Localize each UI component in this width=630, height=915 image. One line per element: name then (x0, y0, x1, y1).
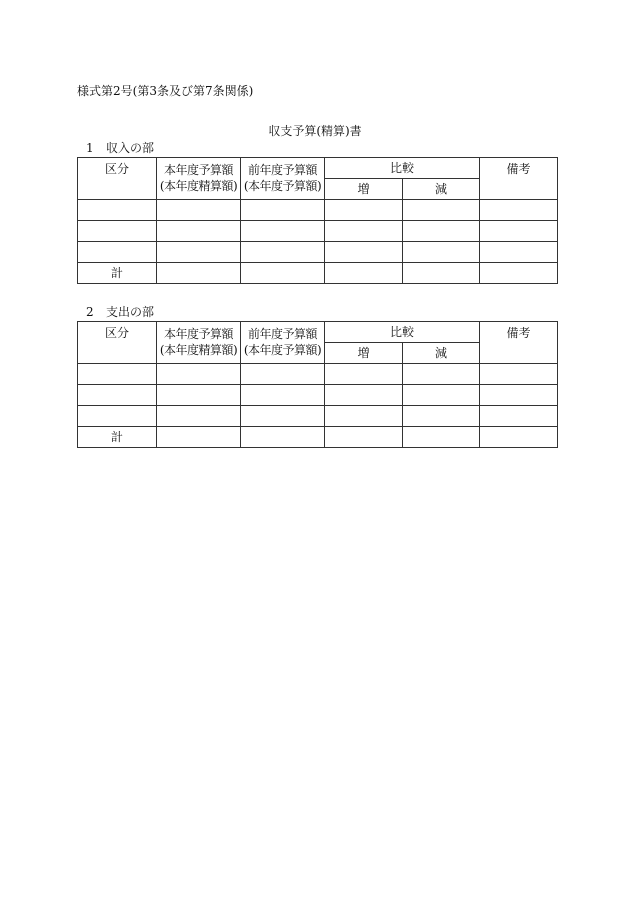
header-remarks: 備考 (480, 158, 558, 200)
section-number: 2 (86, 305, 94, 319)
section-title-expenditure (86, 305, 154, 319)
document-title: 収支予算(精算)書 (268, 124, 362, 138)
header-previous-budget: 前年度予算額 (本年度予算額) (241, 322, 325, 364)
section-number: 1 (86, 141, 94, 155)
header-decrease: 減 (403, 179, 480, 200)
total-label: 計 (78, 427, 157, 448)
expenditure-table (77, 321, 558, 448)
table-row (78, 200, 558, 221)
header-current-budget: 本年度予算額 (本年度精算額) (157, 158, 241, 200)
income-table (77, 157, 558, 284)
table-row (78, 385, 558, 406)
header-category: 区分 (78, 158, 157, 200)
header-previous-budget: 前年度予算額 (本年度予算額) (241, 158, 325, 200)
header-remarks: 備考 (480, 322, 558, 364)
section-title-income (86, 141, 154, 155)
table-row (78, 242, 558, 263)
table-row (78, 364, 558, 385)
header-increase: 増 (325, 343, 403, 364)
header-category: 区分 (78, 322, 157, 364)
header-comparison: 比較 (325, 158, 480, 179)
table-row (78, 221, 558, 242)
total-row (78, 263, 558, 284)
total-label: 計 (78, 263, 157, 284)
form-number: 様式第2号(第3条及び第7条関係) (77, 84, 254, 98)
header-increase: 増 (325, 179, 403, 200)
header-comparison: 比較 (325, 322, 480, 343)
table-row (78, 406, 558, 427)
section-label: 収入の部 (106, 141, 155, 155)
section-label: 支出の部 (106, 305, 155, 319)
total-row (78, 427, 558, 448)
header-current-budget: 本年度予算額 (本年度精算額) (157, 322, 241, 364)
header-decrease: 減 (403, 343, 480, 364)
